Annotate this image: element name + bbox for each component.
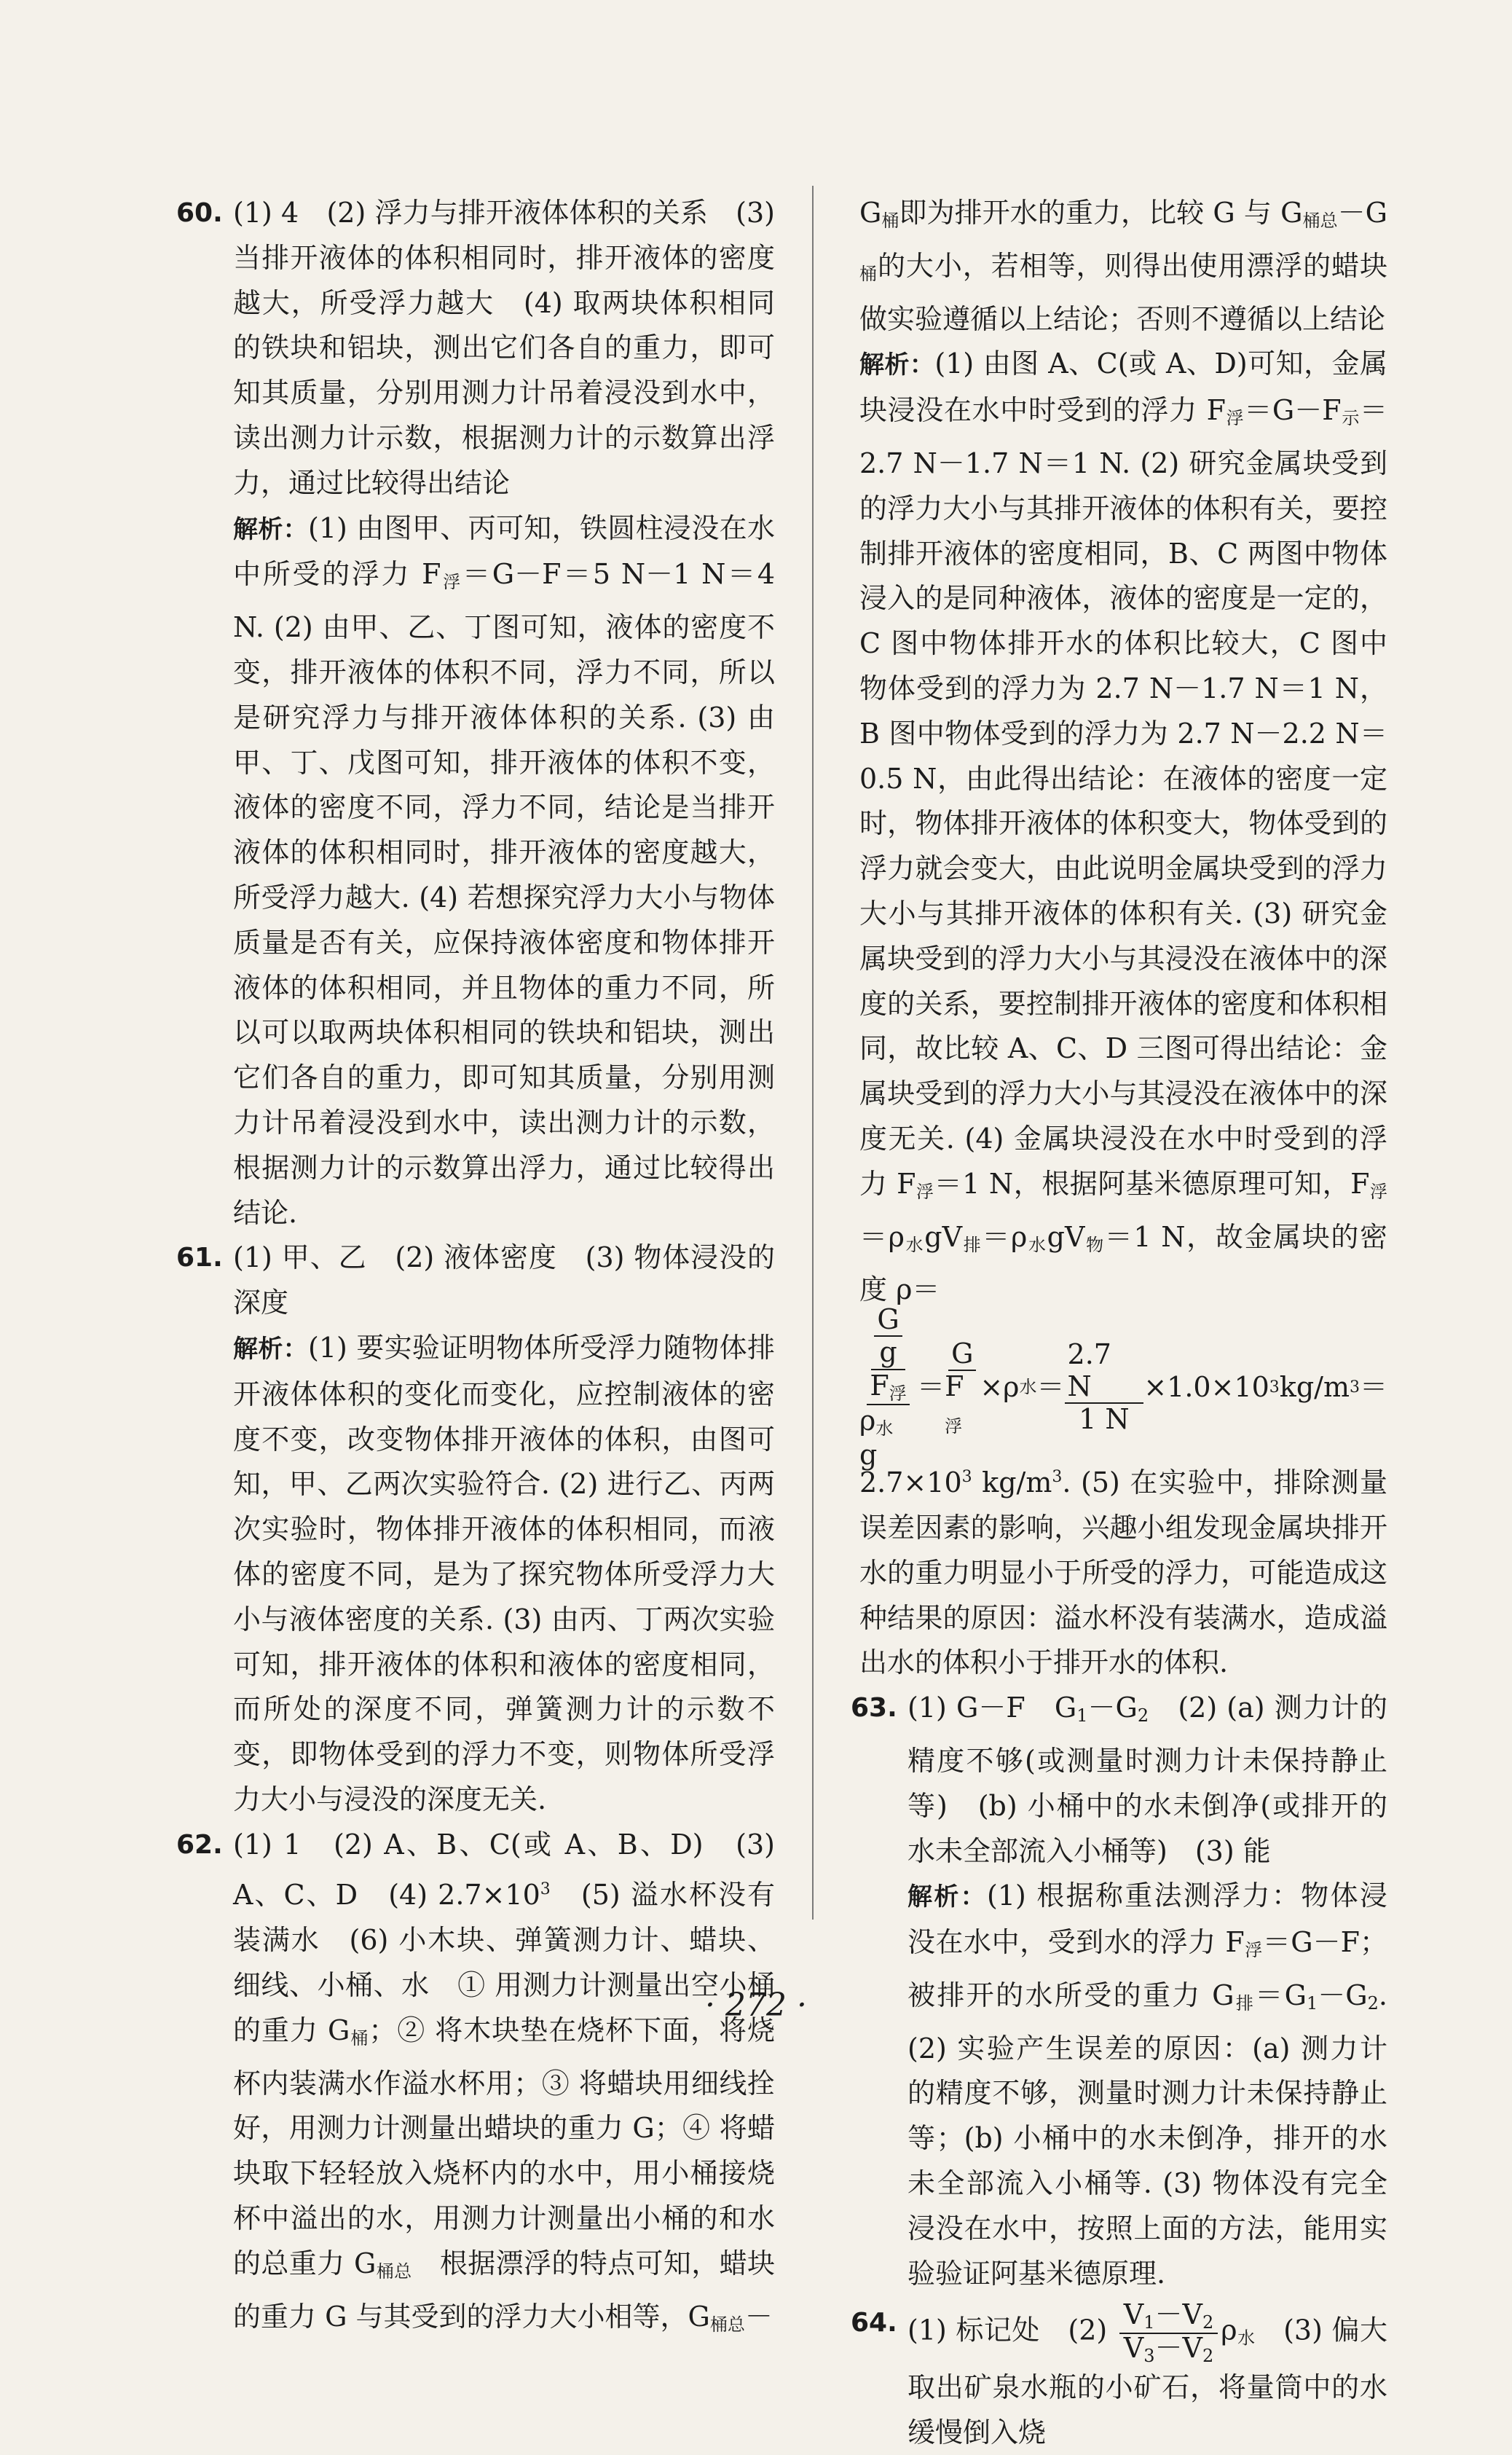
analysis-text: 解析：(1) 要实验证明物体所受浮力随物体排开液体体积的变化而变化，应控制液体的密度不变，改变物体排开液体的体积，由图可知，甲、乙两次实验符合. (2) 进行乙、丙两次实验时，物体排开液体的体积相同，而液体的密度不同，是为了探究物体所受浮力大小与液体密度的关系. (3) 由丙、丁两次实验可知，排开液体的体积和液体的密度相同，而所处的深度不同，弹簧测力计的示数不变，即物体受到的浮力不变，则物体所受浮力大小与浸没的深度无关. [233, 1331, 775, 1815]
density-formula: $\frac{G}{g}$ $F_浮$ $\rho_水$ g ＝ G $F_浮$ ×ρ 水 ＝ $\frac{2.7 N}{1 N}$ ×1.0×10 3 kg/m 3 ＝ [859, 1303, 1387, 1472]
question-64 [851, 2298, 1415, 2455]
column-divider [812, 186, 814, 1920]
question-number: 64. [851, 2308, 897, 2338]
question-60 [176, 191, 775, 1236]
answer-text: (1) 标记处 (2) $\frac{V_1-V_2}{V_3-V_2}$ $\rho_水$ (3) 偏大 取出矿泉水瓶的小矿石，将量筒中的水缓慢倒入烧 [907, 2298, 1415, 2448]
page-number: · 272 · [705, 1987, 807, 2024]
right-column [851, 191, 1415, 2455]
question-number: 60. [176, 198, 223, 228]
question-number: 62. [176, 1829, 223, 1860]
analysis-label: 解析： [233, 1334, 309, 1364]
question-number: 61. [176, 1243, 223, 1273]
answer-text: (1) 甲、乙 (2) 液体密度 (3) 物体浸没的深度 [233, 1241, 775, 1319]
question-number: 63. [851, 1693, 897, 1724]
analysis-label: 解析： [859, 350, 935, 380]
answer-text: (1) G－F $G_1-G_2$ (2) (a) 测力计的精度不够(或测量时测力计未保持静止等) (b) 小桶中的水未倒净(或排开的水未全部流入小桶等) (3) 能 [907, 1692, 1388, 1867]
question-62-continued [859, 191, 1387, 1686]
answer-text: (1) 4 (2) 浮力与排开液体体积的关系 (3) 当排开液体的体积相同时，排开液体的密度越大，所受浮力越大 (4) 取两块体积相同的铁块和铝块，测出它们各自的重力，即可知其质量，分别用测力计吊着浸没到水中，读出测力计示数，根据测力计的示数算出浮力，通过比较得出结论 [233, 197, 775, 499]
volume-fraction: $\frac{V_1-V_2}{V_3-V_2}$ [1119, 2301, 1218, 2365]
fraction-values: $\frac{2.7 N}{1 N}$ [1065, 1339, 1144, 1436]
analysis-label: 解析： [233, 514, 309, 544]
analysis-text: 解析：(1) 由图甲、丙可知，铁圆柱浸没在水中所受的浮力 $F_浮=G-F=5$ N－1 N＝4 N. (2) 由甲、乙、丁图可知，液体的密度不变，排开液体的体积不同，浮力不同，所以是研究浮力与排开液体体积的关系. (3) 由甲、丁、戊图可知，排开液体的体积不变，液体的密度不同，浮力不同，结论是当排开液体的体积相同时，排开液体的密度越大，所受浮力越大. (4) 若想探究浮力大小与物体质量是否有关，应保持液体密度和物体排开液体的体积相同，并且物体的重力不同，所以可以取两块体积相同的铁块和铝块，测出它们各自的重力，即可知其质量，分别用测力计吊着浸没到水中，读出测力计的示数，根据测力计的示数算出浮力，通过比较得出结论. [233, 511, 775, 1229]
fraction-g-over-f: G $F_浮$ [945, 1338, 980, 1437]
analysis-text: 解析：(1) 由图 A、C(或 A、D)可知，金属块浸没在水中时受到的浮力 $F_浮=G-F_示=2.7$ N－1.7 N＝1 N. (2) 研究金属块受到的浮力大小与其排开液体的体积有关，要控制排开液体的密度相同，B、C 两图中物体浸入的是同种液体，液体的密度是一定的，C 图中物体排开水的体积比较大，C 图中物体受到的浮力为 2.7 N－1.7 N＝1 N，B 图中物体受到的浮力为 2.7 N－2.2 N＝0.5 N，由此得出结论：在液体的密度一定时，物体排开液体的体积变大，物体受到的浮力就会变大，由此说明金属块受到的浮力大小与其排开液体的体积有关. (3) 研究金属块受到的浮力大小与其浸没在液体中的深度的关系，要控制排开液体的密度和体积相同，故比较 A、C、D 三图可得出结论：金属块受到的浮力大小与其浸没在液体中的深度无关. (4) 金属块浸没在水中时受到的浮力 $F_浮=1$ N，根据阿基米德原理可知，$F_浮=\rho_水gV_排=\rho_水gV_物=1$ N，故金属块的密度 ρ＝ [859, 347, 1388, 1306]
analysis-text-continued: $2.7\times 10^3$ $kg/m^3$. (5) 在实验中，排除测量误差因素的影响，兴趣小组发现金属块排开水的重力明显小于所受的浮力，可能造成这种结果的原因：溢水杯没有装满水，造成溢出水的体积小于排开水的体积. [859, 1466, 1387, 1679]
question-62 [176, 1823, 776, 2348]
left-column [176, 191, 776, 2347]
analysis-label: 解析： [907, 1882, 988, 1912]
compound-fraction: $\frac{G}{g}$ $F_浮$ $\rho_水$ g [859, 1304, 917, 1472]
question-61 [176, 1236, 775, 1822]
analysis-text: 解析：(1) 根据称重法测浮力：物体浸没在水中，受到水的浮力 $F_浮=G-F$；被排开的水所受的重力 $G_排=G_1-G_2$. (2) 实验产生误差的原因：(a) 测力计的精度不够，测量时测力计未保持静止等；(b) 小桶中的水未倒净，排开的水未全部流入小桶等. (3) 物体没有完全浸没在水中，按照上面的方法，能用实验验证阿基米德原理. [907, 1879, 1388, 2290]
answer-text: (1) 1 (2) A、B、C(或 A、B、D) (3) A、C、D (4) $2.7\times 10^3$ (5) 溢水杯没有装满水 (6) 小木块、弹簧测力计、蜡块、细线、小桶、水 ① 用测力计测量出空小桶的重力 $G_桶$；② 将木块垫在烧杯下面，将烧杯内装满水作溢水杯用；③ 将蜡块用细线拴好，用测力计测量出蜡块的重力 G；④ 将蜡块取下轻轻放入烧杯内的水中，用小桶接烧杯中溢出的水，用测力计测量出小桶的和水的总重力 $G_{桶总}$ 根据漂浮的特点可知，蜡块的重力 G 与其受到的浮力大小相等，$G_{桶总}-$ [233, 1828, 776, 2335]
answer-text-continued: $G_桶$即为排开水的重力，比较 G 与 $G_{桶总}-G_桶$的大小，若相等，则得出使用漂浮的蜡块做实验遵循以上结论；否则不遵循以上结论 [859, 197, 1388, 335]
